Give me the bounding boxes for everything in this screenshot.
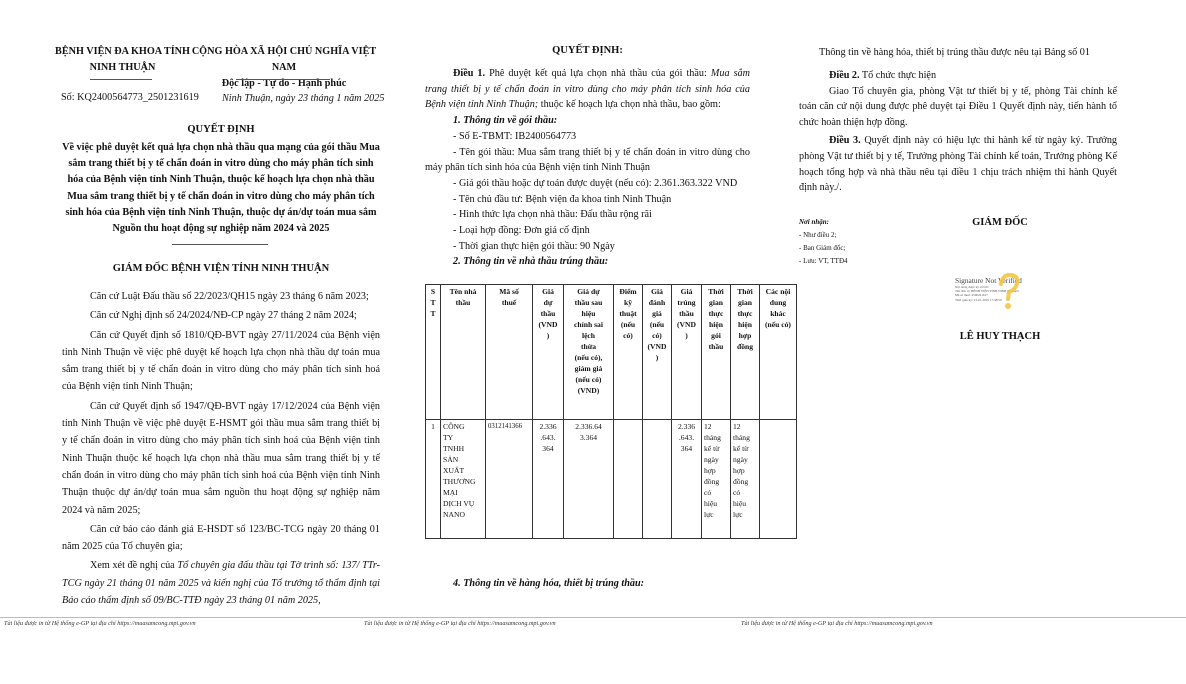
article-1-label: Điều 1.	[453, 68, 486, 79]
recipient-item: - Lưu: VT, TTĐ4	[799, 257, 848, 265]
package-info-item: - Số E-TBMT: IB2400564773	[453, 130, 577, 142]
signer-name: LÊ HUY THẠCH	[959, 331, 1041, 342]
basis-item: Căn cứ Quyết định số 1810/QĐ-BVT ngày 27/11/2024 của Bệnh viện tỉnh Ninh Thuận về việc phê duyệt kế hoạch lựa chọn nhà thầu dự toán mua sắm trang thiết bị y tế chẩn đoán in vitro dùng cho máy phân tích sinh hoá của Bệnh viện tỉnh Ninh Thuận;	[62, 329, 380, 393]
recipients-title: Nơi nhận:	[799, 218, 830, 226]
section-winning-bidder: 2. Thông tin về nhà thầu trúng thầu:	[453, 256, 609, 268]
package-info-item: - Hình thức lựa chọn nhà thầu: Đấu thầu rộng rãi	[453, 209, 652, 221]
package-info-item: - Thời gian thực hiện gói thầu: 90 Ngày	[453, 240, 615, 252]
signer-title: GIÁM ĐỐC	[972, 217, 1028, 228]
table-header-cell: Tên nhà thầu	[441, 285, 486, 420]
hospital-name	[55, 44, 190, 76]
basis-item: Căn cứ báo cáo đánh giá E-HSDT số 123/BC-TCG ngày 20 tháng 01 năm 2025 của Tổ chuyên gia;	[62, 523, 380, 553]
package-info-item: - Tên chủ đầu tư: Bệnh viện đa khoa tỉnh Ninh Thuận	[453, 193, 672, 205]
table-header-cell: Giá dự thầu (VND )	[533, 285, 564, 420]
legal-basis	[62, 288, 380, 609]
national-header	[188, 44, 380, 92]
proposal-reference: Tổ chuyên gia đấu thầu tại Tờ trình số: 137/ TTr-TCG ngày 21 tháng 01 năm 2025 và kiến nghị của Tổ trưởng tổ thẩm định tại Báo cáo thẩm định số 09/BC-TTĐ ngày 23 tháng 01 năm 2025,	[62, 560, 380, 607]
national-motto: Độc lập - Tự do - Hạnh phúc	[221, 78, 347, 89]
signature-detail-line: Thời gian ký: 23-01-2025 17:48:59	[955, 297, 1002, 302]
page-title: QUYẾT ĐỊNH	[187, 124, 255, 135]
table-row	[426, 420, 797, 539]
table-cell: 12 tháng kể từ ngày hợp đồng có hiệu lực	[731, 420, 760, 539]
proposal-paragraph	[62, 557, 380, 609]
footer-note: Tài liệu được in từ Hệ thống e-GP tại địa chỉ https://muasamcong.mpi.gov.vn	[4, 620, 196, 627]
footer-note: Tài liệu được in từ Hệ thống e-GP tại địa chỉ https://muasamcong.mpi.gov.vn	[364, 620, 556, 627]
table-cell: 12 tháng kể từ ngày hợp đồng có hiệu lực	[702, 420, 731, 539]
package-info-item: - Tên gói thầu: Mua sắm trang thiết bị y tế chẩn đoán in vitro dùng cho máy phân tích sinh hóa của Bệnh viện tỉnh Ninh Thuận	[425, 146, 750, 174]
hospital-name-line1: BỆNH VIỆN ĐA KHOA TỈNH	[55, 46, 190, 57]
winning-bidder-table	[425, 284, 797, 539]
package-info-item: - Giá gói thầu hoặc dự toán được duyệt (nếu có): 2.361.363.322 VND	[453, 177, 738, 189]
article-1	[425, 66, 750, 270]
section-package-info: 1. Thông tin về gói thầu:	[453, 115, 558, 127]
table-cell: 1	[426, 420, 441, 539]
divider	[236, 79, 330, 80]
table-header-cell: Giá đánh giá (nếu có) (VND )	[643, 285, 672, 420]
table-cell: 2.336 .643. 364	[533, 420, 564, 539]
table-header-cell: Thời gian thực hiện gói thầu	[702, 285, 731, 420]
basis-item: Căn cứ Nghị định số 24/2024/NĐ-CP ngày 27 tháng 2 năm 2024;	[90, 310, 357, 322]
article-2-title: Tổ chức thực hiện	[859, 70, 937, 81]
place-date: Ninh Thuận, ngày 23 tháng 1 năm 2025	[222, 93, 385, 104]
proposal-prefix: Xem xét đề nghị của	[90, 560, 178, 572]
table-header-cell: S T T	[426, 285, 441, 420]
signature-detail-line: Mã số thuế: 4500221617	[955, 293, 988, 298]
signature-detail-line: Nội dung được ký số bởi:	[955, 285, 989, 289]
goods-table-note: Thông tin về hàng hóa, thiết bị trúng thầu được nêu tại Bảng số 01	[819, 47, 1090, 58]
articles-2-3	[799, 68, 1117, 196]
article-2-text: Giao Tổ chuyên gia, phòng Vật tư thiết bị y tế, phòng Tài chính kế toán căn cứ nội dung được phê duyệt tại Điều 1 Quyết định này, tiến hành tổ chức hoàn thiện hợp đồng.	[799, 85, 1117, 128]
section-goods-info: 4. Thông tin về hàng hóa, thiết bị trúng thầu:	[453, 578, 645, 589]
signature-status: Signature Not Verified	[955, 276, 1022, 285]
recipient-item: - Như điều 2;	[799, 231, 837, 239]
recipients	[799, 216, 848, 268]
article-3-label: Điều 3.	[829, 135, 861, 147]
table-header-cell: Các nội dung khác (nếu có)	[760, 285, 797, 420]
basis-item: Căn cứ Luật Đấu thầu số 22/2023/QH15 ngày 23 tháng 6 năm 2023;	[90, 291, 369, 302]
table-header-cell: Mã số thuế	[486, 285, 533, 420]
digital-signature	[955, 276, 1035, 302]
package-info-item: - Loại hợp đồng: Đơn giá cố định	[453, 225, 590, 237]
table-cell: 2.336.64 3.364	[564, 420, 614, 539]
table-cell: CÔNG TY TNHH SẢN XUẤT THƯƠNG MẠI DỊCH VỤ NANO	[441, 420, 486, 539]
table-cell	[614, 420, 643, 539]
basis-item: Căn cứ Quyết định số 1947/QĐ-BVT ngày 17/12/2024 của Bệnh viện tỉnh Ninh Thuận về việc phê duyệt E-HSMT gói thầu mua sắm trang thiết bị y tế chẩn đoán in vitro dùng cho máy phân tích sinh hoá của Bệnh viện tỉnh Ninh Thuận thuộc kế hoạch lựa chọn nhà thầu mua sắm trang thiết bị y tế chẩn đoán in vitro dùng cho máy phân tích sinh hoá của Bệnh viện tỉnh Ninh Thuận thuộc dự án/dự toán mua sắm nguồn thu hoạt động sự nghiệp năm 2024 và năm 2025;	[62, 400, 380, 516]
table-header-row	[426, 285, 797, 420]
table-header-cell: Điểm kỹ thuật (nếu có)	[614, 285, 643, 420]
table-cell: 2.336 .643. 364	[672, 420, 702, 539]
footer-divider	[0, 617, 1186, 618]
article-1-tail: thuộc kế hoạch lựa chọn nhà thầu, bao gồm:	[538, 99, 721, 111]
article-1-text: Phê duyệt kết quả lựa chọn nhà thầu của gói thầu:	[485, 68, 711, 79]
article-3-text: Quyết định này có hiệu lực thi hành kể từ ngày ký. Trưởng phòng Vật tư thiết bị y tế, Trưởng phòng Tài chính kế toán, Trưởng phòng Kế hoạch tổng hợp và nhà thầu nêu tại điều 1 chịu trách nhiệm thi hành Quyết định này./.	[799, 135, 1118, 194]
footer-note: Tài liệu được in từ Hệ thống e-GP tại địa chỉ https://muasamcong.mpi.gov.vn	[741, 620, 933, 627]
issuing-authority: GIÁM ĐỐC BỆNH VIỆN TỈNH NINH THUẬN	[112, 263, 330, 274]
decision-subject: Về việc phê duyệt kết quả lựa chọn nhà thầu qua mạng của gói thầu Mua sắm trang thiết bị y tế chẩn đoán in vitro dùng cho máy phân tích sinh hóa của Bệnh viện tỉnh Ninh Thuận, thuộc kế hoạch lựa chọn nhà thầu Mua sắm trang thiết bị y tế chẩn đoán in vitro dùng cho máy phân tích sinh hóa của Bệnh viện tỉnh Ninh Thuận, thuộc dự án/dự toán mua sắm Nguồn thu hoạt động sự nghiệp năm 2024 và 2025	[62, 142, 380, 235]
signature-detail-line: Tên đơn vị: BỆNH VIỆN TỈNH NINH THUẬN	[955, 289, 1019, 294]
hospital-name-line2: NINH THUẬN	[89, 62, 156, 73]
table-cell: 0312141366	[486, 420, 533, 539]
table-header-cell: Thời gian thực hiện hợp đồng	[731, 285, 760, 420]
article-1-package: Mua sắm trang thiết bị y tế chẩn đoán in vitro dùng cho máy phân tích sinh hóa của Bệnh viện tỉnh Ninh Thuận;	[425, 68, 751, 111]
article-2-label: Điều 2.	[829, 70, 860, 81]
recipient-item: - Ban Giám đốc;	[799, 244, 846, 252]
table-cell	[760, 420, 797, 539]
decision-heading: QUYẾT ĐỊNH:	[552, 45, 623, 56]
divider	[172, 244, 268, 245]
country-name: CỘNG HÒA XÃ HỘI CHỦ NGHĨA VIỆT NAM	[191, 46, 377, 73]
signature-question-icon	[995, 272, 1025, 312]
table-header-cell: Giá dự thầu sau hiệu chỉnh sai lệch thừa (nếu có), giảm giá (nếu có) (VND)	[564, 285, 614, 420]
divider	[90, 79, 152, 80]
table-cell	[643, 420, 672, 539]
document-number: Số: KQ2400564773_2501231619	[61, 92, 199, 103]
table-header-cell: Giá trúng thầu (VND )	[672, 285, 702, 420]
